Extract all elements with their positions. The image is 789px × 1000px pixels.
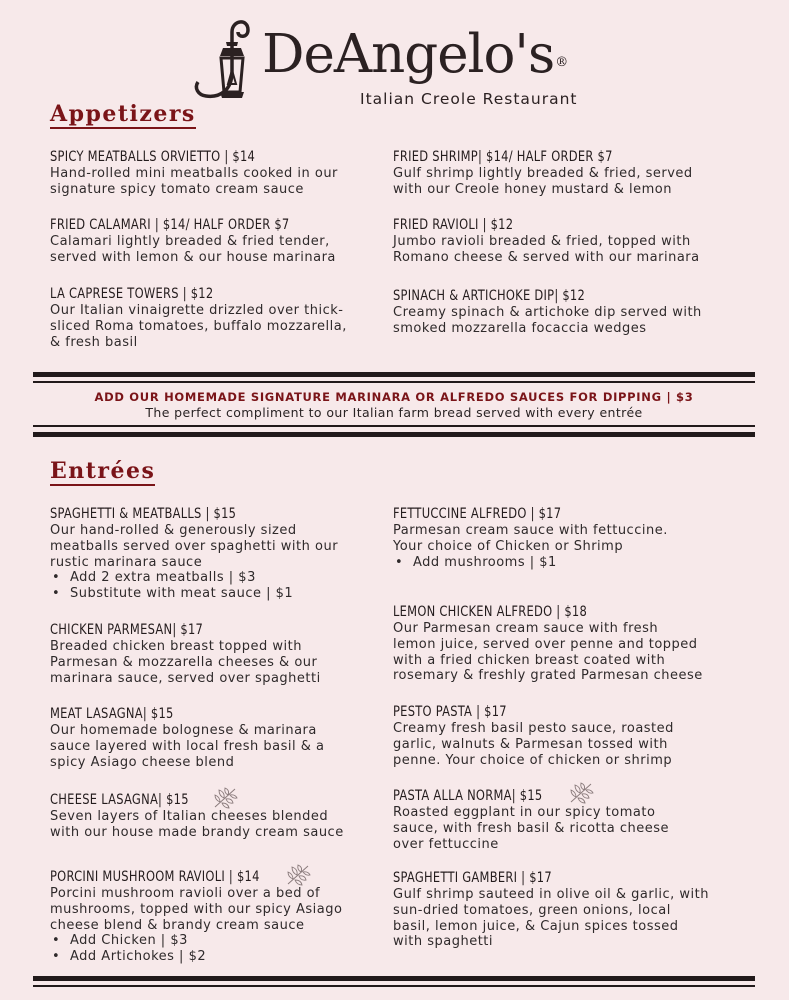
street-lamp-icon bbox=[190, 12, 260, 108]
herb-sprig-icon bbox=[212, 786, 238, 810]
menu-item bbox=[50, 791, 344, 841]
item-name: MEAT LASAGNA| $15 bbox=[50, 706, 174, 722]
item-desc: Romano cheese & served with our marinara bbox=[393, 249, 700, 265]
addon-list bbox=[50, 933, 342, 965]
addon-list bbox=[393, 555, 668, 571]
menu-item bbox=[393, 603, 703, 684]
herb-sprig-icon bbox=[568, 781, 594, 805]
item-desc: Hand-rolled mini meatballs cooked in our bbox=[50, 166, 338, 181]
item-desc: marinara sauce, served over spaghetti bbox=[50, 670, 321, 686]
herb-sprig-icon bbox=[285, 863, 311, 887]
item-name: LA CAPRESE TOWERS | $12 bbox=[50, 286, 214, 302]
item-desc: Breaded chicken breast topped with bbox=[50, 639, 302, 654]
menu-item bbox=[393, 787, 669, 852]
menu-item bbox=[393, 148, 693, 198]
divider-rule bbox=[33, 985, 755, 987]
item-name: PORCINI MUSHROOM RAVIOLI | $14 bbox=[50, 869, 260, 885]
divider-rule bbox=[33, 976, 755, 981]
item-name: PASTA ALLA NORMA| $15 bbox=[393, 788, 543, 804]
item-desc: Parmesan cream sauce with fettuccine. bbox=[393, 523, 668, 538]
item-desc: over fettuccine bbox=[393, 836, 499, 852]
section-title-entrees: Entrées bbox=[50, 458, 156, 484]
divider-rule bbox=[33, 381, 755, 383]
item-desc: Creamy spinach & artichoke dip served with bbox=[393, 305, 702, 320]
item-desc: signature spicy tomato cream sauce bbox=[50, 181, 304, 197]
item-name: FRIED RAVIOLI | $12 bbox=[393, 217, 514, 233]
item-name: SPINACH & ARTICHOKE DIP| $12 bbox=[393, 288, 586, 304]
section-title-appetizers: Appetizers bbox=[50, 101, 196, 127]
item-desc: mushrooms, topped with our spicy Asiago bbox=[50, 901, 343, 917]
item-desc: with our house made brandy cream sauce bbox=[50, 824, 344, 840]
item-desc: smoked mozzarella focaccia wedges bbox=[393, 320, 647, 336]
addon-item: • Add Chicken | $3 bbox=[50, 933, 342, 949]
item-name: FRIED SHRIMP| $14/ HALF ORDER $7 bbox=[393, 149, 613, 165]
divider-rule bbox=[33, 425, 755, 427]
item-desc: rosemary & freshly grated Parmesan cheese bbox=[393, 668, 703, 684]
item-name: CHEESE LASAGNA| $15 bbox=[50, 792, 189, 808]
item-name: SPICY MEATBALLS ORVIETTO | $14 bbox=[50, 149, 256, 165]
item-desc: Parmesan & mozzarella cheeses & our bbox=[50, 654, 318, 670]
item-desc: sun-dried tomatoes, green onions, local bbox=[393, 902, 671, 918]
menu-item bbox=[50, 285, 347, 350]
divider-rule bbox=[33, 432, 755, 437]
addon-item: • Add Artichokes | $2 bbox=[50, 949, 342, 965]
tagline: Italian Creole Restaurant bbox=[360, 90, 578, 108]
menu-item bbox=[50, 505, 338, 602]
menu-item bbox=[50, 621, 321, 686]
item-desc: penne. Your choice of chicken or shrimp bbox=[393, 752, 673, 768]
addon-item: • Add 2 extra meatballs | $3 bbox=[50, 570, 338, 586]
banner-subline: The perfect compliment to our Italian farm bread served with every entrée bbox=[145, 405, 643, 420]
item-desc: with our Creole honey mustard & lemon bbox=[393, 181, 672, 197]
menu-item bbox=[393, 216, 700, 266]
item-desc: Roasted eggplant in our spicy tomato bbox=[393, 805, 656, 820]
item-desc: Our hand-rolled & generously sized bbox=[50, 523, 297, 538]
divider-rule bbox=[33, 372, 755, 377]
item-desc: spicy Asiago cheese blend bbox=[50, 754, 235, 770]
addon-item: • Substitute with meat sauce | $1 bbox=[50, 586, 338, 602]
item-desc: Jumbo ravioli breaded & fried, topped with bbox=[393, 234, 691, 249]
item-desc: with a fried chicken breast coated with bbox=[393, 652, 666, 668]
item-desc: cheese blend & brandy cream sauce bbox=[50, 917, 305, 933]
menu-item bbox=[50, 216, 336, 266]
item-name: LEMON CHICKEN ALFREDO | $18 bbox=[393, 604, 588, 620]
menu-item bbox=[393, 703, 674, 768]
item-desc: Gulf shrimp lightly breaded & fried, served bbox=[393, 166, 693, 181]
item-name: SPAGHETTI & MEATBALLS | $15 bbox=[50, 506, 237, 522]
item-name: SPAGHETTI GAMBERI | $17 bbox=[393, 870, 552, 886]
item-desc: lemon juice, served over penne and topped bbox=[393, 636, 698, 652]
item-desc: Gulf shrimp sauteed in olive oil & garlic, with bbox=[393, 887, 709, 902]
item-desc: Your choice of Chicken or Shrimp bbox=[393, 538, 624, 554]
banner-headline: ADD OUR HOMEMADE SIGNATURE MARINARA OR ALFREDO SAUCES FOR DIPPING | $3 bbox=[94, 390, 694, 404]
menu-item bbox=[50, 705, 324, 770]
menu-item bbox=[393, 869, 709, 950]
item-desc: sauce, with fresh basil & ricotta cheese bbox=[393, 820, 670, 836]
item-desc: served with lemon & our house marinara bbox=[50, 249, 336, 265]
item-desc: & fresh basil bbox=[50, 334, 138, 350]
item-desc: meatballs served over spaghetti with our bbox=[50, 538, 339, 554]
item-desc: Porcini mushroom ravioli over a bed of bbox=[50, 886, 321, 901]
item-name: CHICKEN PARMESAN| $17 bbox=[50, 622, 204, 638]
item-name: FETTUCCINE ALFREDO | $17 bbox=[393, 506, 562, 522]
item-desc: garlic, walnuts & Parmesan tossed with bbox=[393, 736, 668, 752]
item-name: FRIED CALAMARI | $14/ HALF ORDER $7 bbox=[50, 217, 290, 233]
item-desc: Calamari lightly breaded & fried tender, bbox=[50, 234, 330, 249]
menu-item bbox=[393, 287, 702, 337]
item-desc: sliced Roma tomatoes, buffalo mozzarella, bbox=[50, 318, 347, 334]
item-desc: sauce layered with local fresh basil & a bbox=[50, 738, 325, 754]
item-desc: with spaghetti bbox=[393, 934, 493, 950]
restaurant-name: DeAngelo's® bbox=[262, 24, 568, 85]
item-name: PESTO PASTA | $17 bbox=[393, 704, 507, 720]
item-desc: Our Parmesan cream sauce with fresh bbox=[393, 621, 659, 636]
item-desc: Our Italian vinaigrette drizzled over thick- bbox=[50, 303, 344, 318]
item-desc: Creamy fresh basil pesto sauce, roasted bbox=[393, 721, 674, 736]
item-desc: Seven layers of Italian cheeses blended bbox=[50, 809, 329, 824]
item-desc: rustic marinara sauce bbox=[50, 554, 203, 570]
menu-item bbox=[50, 148, 338, 198]
menu-item bbox=[393, 505, 668, 570]
item-desc: Our homemade bolognese & marinara bbox=[50, 723, 317, 738]
addon-list bbox=[50, 570, 338, 602]
item-desc: basil, lemon juice, & Cajun spices tossed bbox=[393, 918, 679, 934]
addon-item: • Add mushrooms | $1 bbox=[393, 555, 668, 571]
